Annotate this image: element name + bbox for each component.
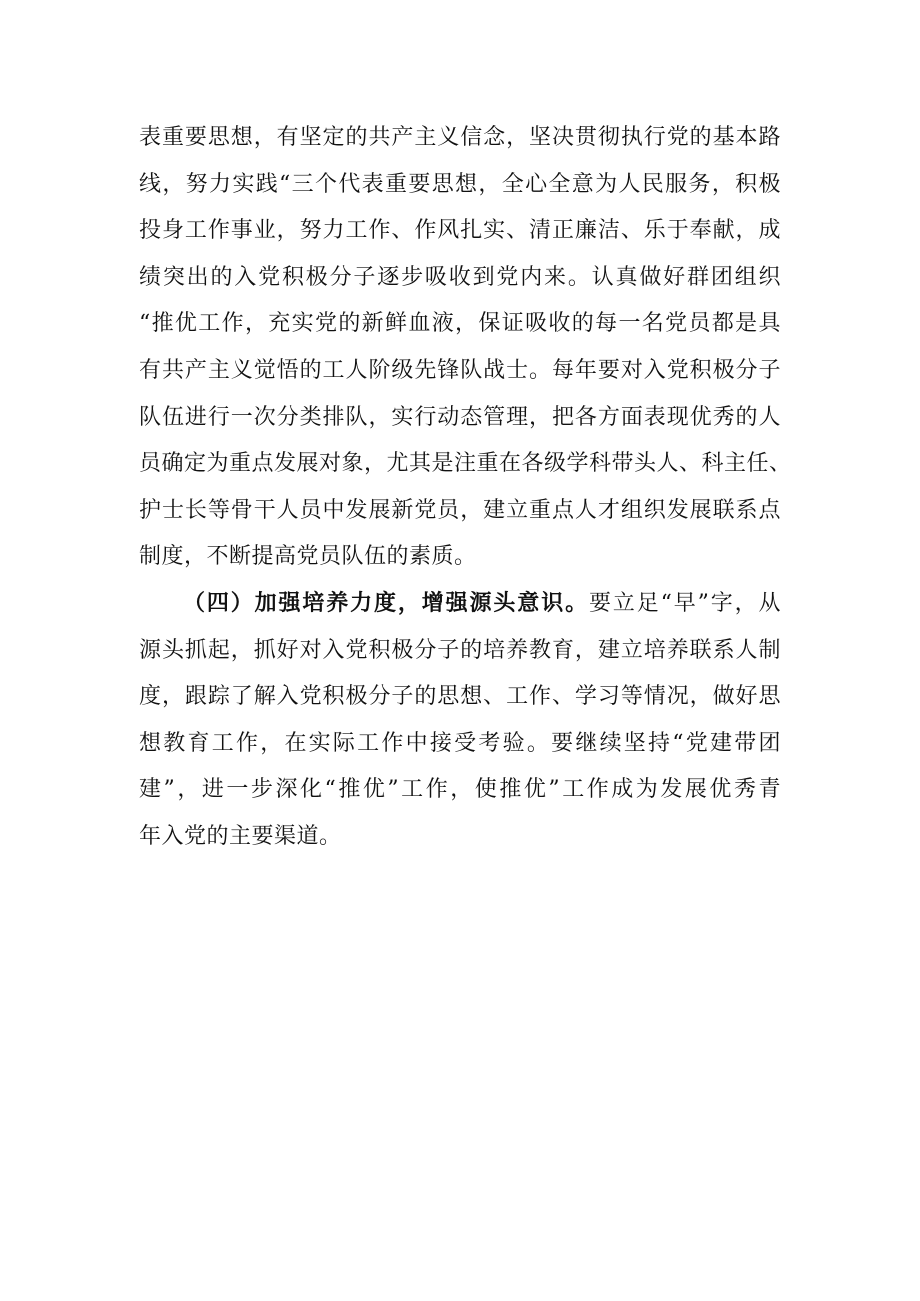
paragraph-line: 护士长等骨干人员中发展新党员，建立重点人才组织发展联系点 bbox=[139, 497, 781, 523]
section-heading: （四）加强培养力度，增强源头意识。 bbox=[183, 590, 589, 616]
paragraph-line: 年入党的主要渠道。 bbox=[139, 823, 342, 849]
paragraph-line: 建”，进一步深化“推优”工作，使推优”工作成为发展优秀青 bbox=[139, 777, 781, 803]
paragraph-line: 投身工作事业，努力工作、作风扎实、清正廉洁、乐于奉献，成 bbox=[139, 218, 781, 244]
paragraph-line: 员确定为重点发展对象，尤其是注重在各级学科带头人、科主任、 bbox=[139, 451, 792, 477]
paragraph-first-line bbox=[139, 581, 781, 628]
paragraph-line: 源头抓起，抓好对入党积极分子的培养教育，建立培养联系人制 bbox=[139, 637, 781, 663]
paragraph-line: 制度，不断提高党员队伍的素质。 bbox=[139, 544, 477, 570]
paragraph-line: 度，跟踪了解入党积极分子的思想、工作、学习等情况，做好思 bbox=[139, 684, 781, 710]
paragraph-line: “推优工作，充实党的新鲜血液，保证吸收的每一名党员都是具 bbox=[139, 311, 781, 337]
paragraph-line: 线，努力实践“三个代表重要思想，全心全意为人民服务，积极 bbox=[139, 171, 781, 197]
paragraph-1 bbox=[139, 115, 792, 581]
paragraph-line: 表重要思想，有坚定的共产主义信念，坚决贯彻执行党的基本路 bbox=[139, 125, 781, 150]
document-body bbox=[139, 115, 792, 861]
paragraph-line: 绩突出的入党积极分子逐步吸收到党内来。认真做好群团组织 bbox=[139, 264, 781, 290]
paragraph-2 bbox=[139, 581, 781, 861]
paragraph-line: 想教育工作，在实际工作中接受考验。要继续坚持“党建带团 bbox=[139, 730, 781, 756]
heading-continuation: 要立足“早”字，从 bbox=[588, 590, 781, 616]
paragraph-line: 有共产主义觉悟的工人阶级先锋队战士。每年要对入党积极分子 bbox=[139, 357, 781, 383]
paragraph-line: 队伍进行一次分类排队，实行动态管理，把各方面表现优秀的人 bbox=[139, 404, 781, 430]
